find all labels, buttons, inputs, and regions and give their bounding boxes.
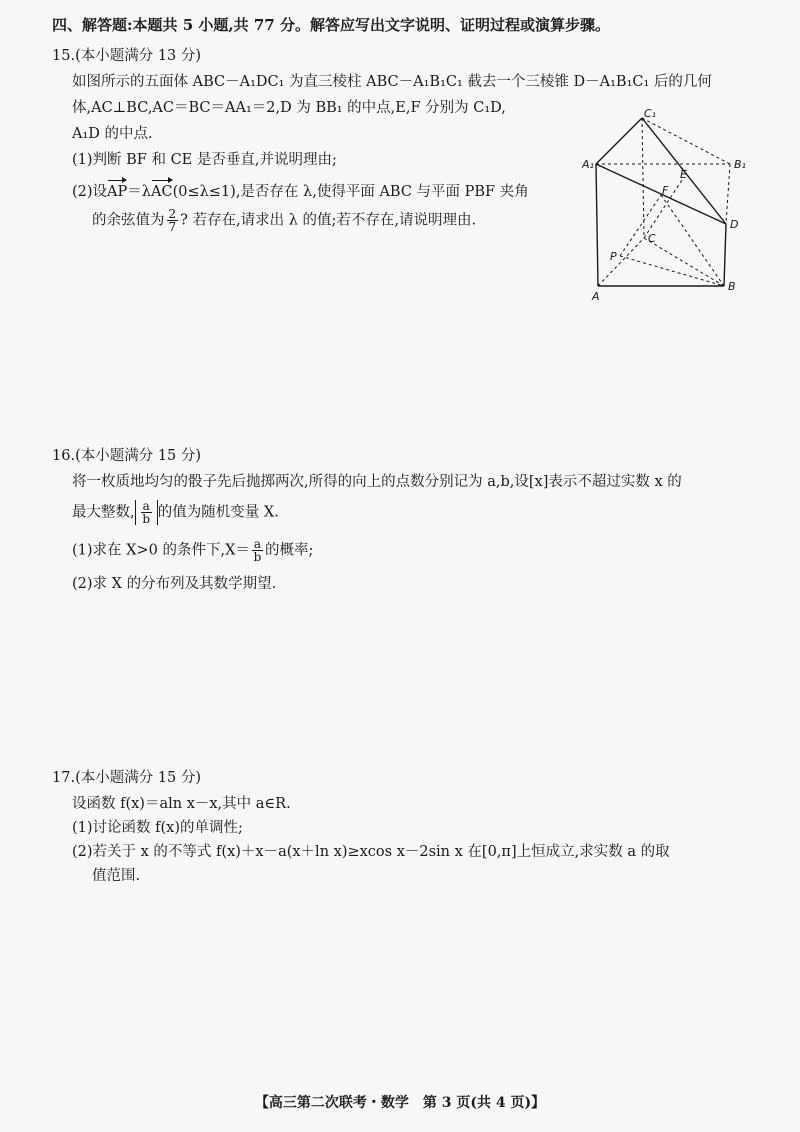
section-header: 四、解答题:本题共 5 小题,共 77 分。解答应写出文字说明、证明过程或演算步骤。 bbox=[52, 16, 610, 34]
fraction-a-b: $\frac{a}{b}$ bbox=[142, 499, 151, 526]
q17-number: 17. bbox=[52, 770, 76, 786]
q16-part1: (1)求在 X>0 的条件下,X＝ $\frac{a}{b}$ 的概率; bbox=[72, 537, 314, 564]
q17-part1: (1)讨论函数 f(x)的单调性; bbox=[72, 820, 243, 836]
q15-title bbox=[52, 44, 201, 65]
label-b1: B₁ bbox=[734, 158, 746, 171]
floor-bracket bbox=[135, 500, 158, 525]
label-a1: A₁ bbox=[582, 158, 594, 171]
dashed-p-f bbox=[620, 195, 661, 256]
q17-part2-cont: 值范围. bbox=[92, 868, 141, 884]
label-d: D bbox=[730, 218, 739, 231]
q17-part2: (2)若关于 x 的不等式 f(x)＋x－a(x＋ln x)≥xcos x－2sin x 在[0,π]上恒成立,求实数 a 的取 bbox=[72, 844, 670, 860]
edge-a1-c1 bbox=[596, 118, 642, 164]
fraction-2-7: $\frac{2}{7}$ bbox=[168, 207, 177, 234]
label-c: C bbox=[648, 232, 656, 245]
q17-title bbox=[52, 766, 201, 787]
q15-part1: (1)判断 BF 和 CE 是否垂直,并说明理由; bbox=[72, 152, 337, 168]
q16-part2: (2)求 X 的分布列及其数学期望. bbox=[72, 576, 277, 592]
q16-line1: 将一枚质地均匀的骰子先后抛掷两次,所得的向上的点数分别记为 a,b,设[x]表示不超过实数 x 的 bbox=[72, 474, 682, 490]
q16-title bbox=[52, 444, 201, 465]
dashed-c1-b1 bbox=[642, 118, 730, 164]
label-a: A bbox=[592, 290, 600, 303]
q15-line2: 体,AC⊥BC,AC＝BC＝AA₁＝2,D 为 BB₁ 的中点,E,F 分别为 C₁D, bbox=[72, 100, 506, 116]
q15-part2: (2)设AP＝λAC(0≤λ≤1),是否存在 λ,使得平面 ABC 与平面 PBF 夹角 bbox=[72, 184, 529, 200]
label-e: E bbox=[680, 168, 687, 181]
edge-a1-a bbox=[596, 164, 598, 286]
label-b: B bbox=[728, 280, 736, 293]
dashed-c-b bbox=[644, 238, 724, 286]
q15-line1: 如图所示的五面体 ABC－A₁DC₁ 为直三棱柱 ABC－A₁B₁C₁ 截去一个三棱锥 D－A₁B₁C₁ 后的几何 bbox=[72, 74, 712, 90]
dashed-b1-d bbox=[726, 164, 730, 224]
q17-line1: 设函数 f(x)＝aln x－x,其中 a∈R. bbox=[72, 796, 291, 812]
edge-d-b bbox=[724, 224, 726, 286]
dashed-p-b bbox=[620, 256, 724, 286]
q16-score: (本小题满分 15 分) bbox=[75, 448, 202, 464]
label-c1: C₁ bbox=[644, 107, 657, 120]
fraction-a-b-2: $\frac{a}{b}$ bbox=[253, 537, 262, 564]
vector-ac: AC bbox=[150, 184, 173, 200]
q16-line2: 最大整数, $\frac{a}{b}$ 的值为随机变量 X. bbox=[72, 499, 279, 526]
label-f: F bbox=[662, 184, 669, 197]
vector-ap: AP bbox=[107, 184, 128, 200]
q15-number: 15. bbox=[52, 48, 76, 64]
geometry-figure bbox=[582, 104, 752, 304]
edge-a1-d bbox=[596, 164, 726, 224]
page-footer: 【高三第二次联考・数学 第 3 页(共 4 页)】 bbox=[254, 1095, 546, 1111]
q17-score: (本小题满分 15 分) bbox=[75, 770, 202, 786]
q15-part3: 的余弦值为 $\frac{2}{7}$ ? 若存在,请求出 λ 的值;若不存在,请说明理由. bbox=[92, 207, 477, 234]
q15-score: (本小题满分 13 分) bbox=[75, 48, 202, 64]
dashed-a-c bbox=[598, 238, 644, 286]
q16-number: 16. bbox=[52, 448, 76, 464]
q15-line3: A₁D 的中点. bbox=[72, 126, 153, 142]
label-p: P bbox=[610, 250, 617, 263]
